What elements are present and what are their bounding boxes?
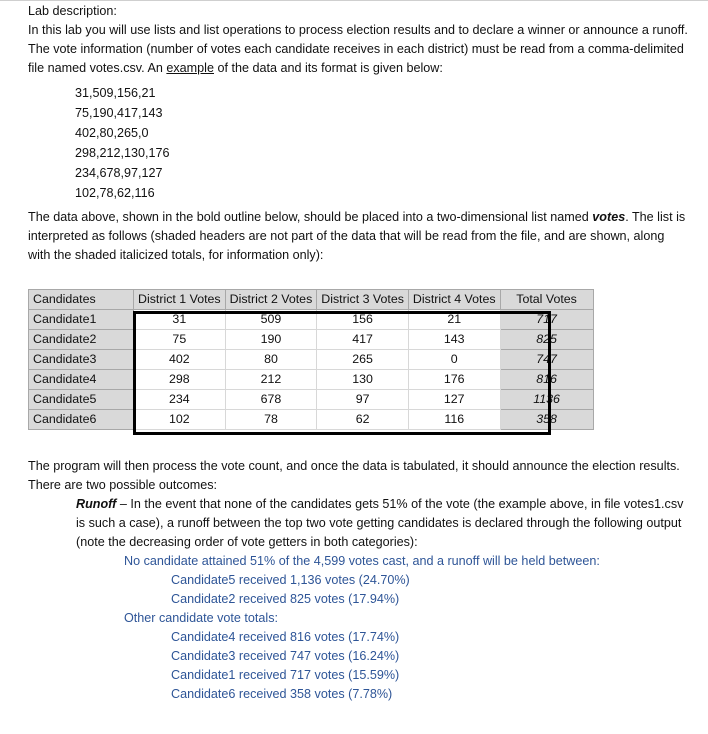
csv-line: 234,678,97,127 (75, 166, 163, 180)
district-votes: 298 (134, 370, 226, 390)
total-votes: 1136 (500, 390, 593, 410)
district-votes: 127 (408, 390, 500, 410)
votes-variable: votes (592, 210, 626, 224)
header-district-1: District 1 Votes (134, 290, 226, 310)
process-paragraph: The program will then process the vote count, and once the data is tabulated, it should announce the election results. There are two possible outcomes: (28, 459, 680, 492)
district-votes: 130 (317, 370, 409, 390)
top-candidate-line: Candidate2 received 825 votes (17.94%) (171, 592, 400, 606)
district-votes: 678 (225, 390, 317, 410)
runoff-paragraph (28, 495, 688, 552)
csv-line: 31,509,156,21 (75, 86, 156, 100)
district-votes: 156 (317, 310, 409, 330)
csv-line: 102,78,62,116 (75, 186, 155, 200)
candidate-name: Candidate2 (29, 330, 134, 350)
others-heading: Other candidate vote totals: (124, 611, 279, 625)
csv-line: 298,212,130,176 (75, 146, 170, 160)
district-votes: 102 (134, 410, 226, 430)
district-votes: 75 (134, 330, 226, 350)
example-link[interactable]: example (166, 61, 214, 75)
district-votes: 62 (317, 410, 409, 430)
candidate-name: Candidate3 (29, 350, 134, 370)
runoff-label: Runoff (76, 497, 117, 511)
runoff-text: – In the event that none of the candidates gets 51% of the vote (the example above, in file votes1.csv is such a case), a runoff between the top two vote getting candidates is declared through the following output (note the decreasing order of vote getters in both categories): (76, 497, 684, 549)
csv-line: 75,190,417,143 (75, 106, 163, 120)
runoff-output-line: No candidate attained 51% of the 4,599 votes cast, and a runoff will be held between: (124, 554, 600, 568)
other-candidate-line: Candidate4 received 816 votes (17.74%) (171, 630, 400, 644)
header-district-3: District 3 Votes (317, 290, 409, 310)
district-votes: 143 (408, 330, 500, 350)
other-candidate-line: Candidate3 received 747 votes (16.24%) (171, 649, 400, 663)
district-votes: 80 (225, 350, 317, 370)
header-total: Total Votes (500, 290, 593, 310)
candidate-name: Candidate6 (29, 410, 134, 430)
csv-sample (28, 83, 688, 203)
intro-text-2: of the data and its format is given below: (213, 61, 443, 75)
results-description (28, 457, 688, 704)
district-votes: 509 (225, 310, 317, 330)
table-row (29, 310, 594, 330)
district-votes: 97 (317, 390, 409, 410)
total-votes: 717 (500, 310, 593, 330)
intro-paragraph (28, 21, 688, 78)
votes-table (28, 289, 594, 430)
candidate-name: Candidate1 (29, 310, 134, 330)
header-district-2: District 2 Votes (225, 290, 317, 310)
district-votes: 417 (317, 330, 409, 350)
district-votes: 176 (408, 370, 500, 390)
district-votes: 78 (225, 410, 317, 430)
table-row (29, 370, 594, 390)
intro-text-1: In this lab you will use lists and list operations to process election results and to declare a winner or announce a runoff. The vote information (number of votes each candidate receives in each district) must be read from a comma-delimited file named votes.csv. An (28, 23, 688, 75)
total-votes: 747 (500, 350, 593, 370)
csv-line: 402,80,265,0 (75, 126, 149, 140)
district-votes: 0 (408, 350, 500, 370)
candidate-name: Candidate4 (29, 370, 134, 390)
list-desc-text-1: The data above, shown in the bold outline below, should be placed into a two-dimensional list named (28, 210, 593, 224)
table-row (29, 330, 594, 350)
district-votes: 402 (134, 350, 226, 370)
top-candidate-line: Candidate5 received 1,136 votes (24.70%) (171, 573, 410, 587)
district-votes: 31 (134, 310, 226, 330)
district-votes: 234 (134, 390, 226, 410)
district-votes: 190 (225, 330, 317, 350)
total-votes: 816 (500, 370, 593, 390)
total-votes: 825 (500, 330, 593, 350)
lab-description (28, 2, 688, 265)
list-description (28, 208, 688, 265)
district-votes: 21 (408, 310, 500, 330)
list-desc-text-2: . The list is interpreted as follows (shaded headers are not part of the data that will be read from the file, and are shown, along with the shaded italicized totals, for information only): (28, 210, 686, 262)
top-rule (0, 0, 708, 1)
candidate-name: Candidate5 (29, 390, 134, 410)
district-votes: 212 (225, 370, 317, 390)
header-district-4: District 4 Votes (408, 290, 500, 310)
table-row (29, 390, 594, 410)
table-row (29, 410, 594, 430)
other-candidate-line: Candidate1 received 717 votes (15.59%) (171, 668, 400, 682)
table-row (29, 350, 594, 370)
district-votes: 265 (317, 350, 409, 370)
table-header-row (29, 290, 594, 310)
header-candidates: Candidates (29, 290, 134, 310)
other-candidate-line: Candidate6 received 358 votes (7.78%) (171, 687, 393, 701)
heading: Lab description: (28, 4, 117, 18)
total-votes: 358 (500, 410, 593, 430)
district-votes: 116 (408, 410, 500, 430)
